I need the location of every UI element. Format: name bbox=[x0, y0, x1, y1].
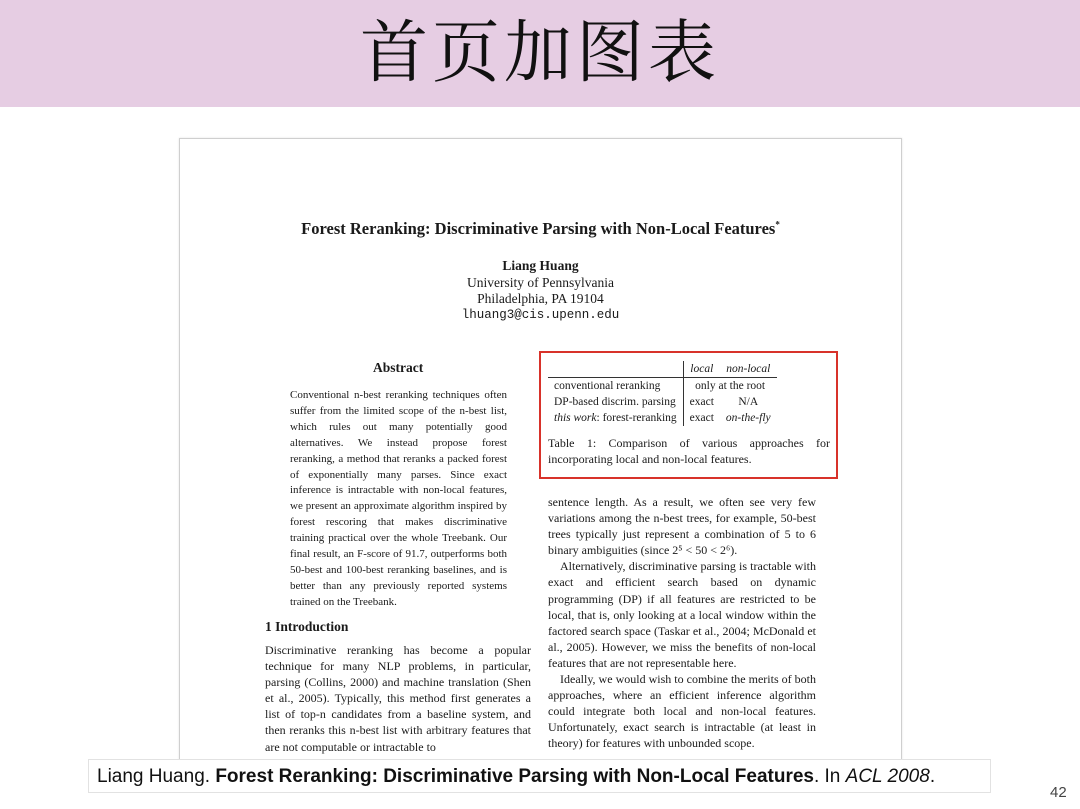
section-heading-introduction: 1 Introduction bbox=[265, 619, 349, 634]
citation-venue: ACL 2008 bbox=[845, 766, 930, 787]
table-caption: Table 1: Comparison of various approaches for incorporating local and non-local features. bbox=[548, 436, 830, 466]
paper-address: Philadelphia, PA 19104 bbox=[477, 291, 604, 306]
citation-end: . bbox=[929, 766, 936, 787]
table-row3-local: exact bbox=[683, 410, 720, 426]
introduction-text: Discriminative reranking has become a popular technique for many NLP problems, in particular, parsing (Collins, 2000) and machine translation (Shen et al., 2005). Typically, this method first generates a list of top-n candidates from a baseline system, and then reranks this n-best list with arbitrary features that are not computable or intractable to bbox=[265, 643, 531, 754]
table-row1-label: conventional reranking bbox=[548, 378, 683, 395]
table-header-local: local bbox=[683, 361, 720, 378]
table-header-nonlocal: non-local bbox=[726, 363, 771, 375]
paper-affiliation: University of Pennsylvania bbox=[467, 275, 614, 290]
comparison-table bbox=[548, 361, 777, 426]
paper-page-image bbox=[179, 138, 902, 765]
abstract-text: Conventional n-best reranking techniques often suffer from the limited scope of the n-best list, which rules out many potentially good alternatives. We instead propose forest reranking, a method that reranks a packed forest of exponentially many parses. Since exact inference is intractable with non-local features, we present an approximate algorithm inspired by forest rescoring that makes discriminative training practical over the whole Treebank. Our final result, an F-score of 91.7, outperforms both 50-best and 100-best reranking baselines, and is better than any previously reported systems trained on the Treebank. bbox=[290, 389, 507, 608]
table-row3-label-rest: : forest-reranking bbox=[596, 412, 677, 424]
table-row3-label bbox=[548, 410, 683, 426]
right-paragraph-3: Ideally, we would wish to combine the merits of both approaches, where an efficient inference algorithm could integrate both local and non-local features. Unfortunately, exact search is intractable (at least in theory) for features with unbounded scope. bbox=[548, 672, 816, 751]
paper-author: Liang Huang bbox=[502, 258, 579, 273]
citation-venue-prefix: . In bbox=[813, 766, 841, 787]
page-number: 42 bbox=[1050, 784, 1067, 801]
citation-title: Forest Reranking: Discriminative Parsing with Non-Local Features bbox=[215, 766, 814, 787]
table-row1-value: only at the root bbox=[683, 378, 776, 395]
abstract-heading: Abstract bbox=[373, 360, 424, 375]
paper-title-text: Forest Reranking: Discriminative Parsing with Non-Local Features bbox=[301, 219, 776, 238]
right-paragraph-1: sentence length. As a result, we often see very few variations among the n-best trees, for example, 50-best trees typically just represent a combination of 5 to 6 binary ambiguities (since 2⁵ < 50 < 2⁶). bbox=[548, 495, 816, 558]
table-row3-label-emphasis: this work bbox=[554, 412, 597, 424]
table-header-empty bbox=[548, 361, 683, 378]
table-row2-nonlocal: N/A bbox=[738, 396, 759, 408]
right-column-text bbox=[548, 494, 816, 752]
citation-bar bbox=[88, 759, 991, 793]
paper-email: lhuang3@cis.upenn.edu bbox=[461, 308, 620, 322]
table-row2-local: exact bbox=[683, 394, 720, 410]
table-row3-nonlocal: on-the-fly bbox=[725, 412, 771, 424]
paper-title bbox=[180, 219, 901, 239]
citation-author: Liang Huang. bbox=[97, 766, 211, 787]
table-row2-label: DP-based discrim. parsing bbox=[554, 396, 676, 408]
right-paragraph-2: Alternatively, discriminative parsing is tractable with exact and efficient search based on dynamic programming (DP) if all features are restricted to be local, that is, only looking at a local window within the factored search space (Taskar et al., 2004; McDonald et al., 2005). However, we miss the benefits of non-local features that are not representable here. bbox=[548, 559, 816, 670]
slide-title: 首页加图表 bbox=[359, 14, 720, 93]
paper-title-footnote-mark: * bbox=[775, 219, 780, 230]
